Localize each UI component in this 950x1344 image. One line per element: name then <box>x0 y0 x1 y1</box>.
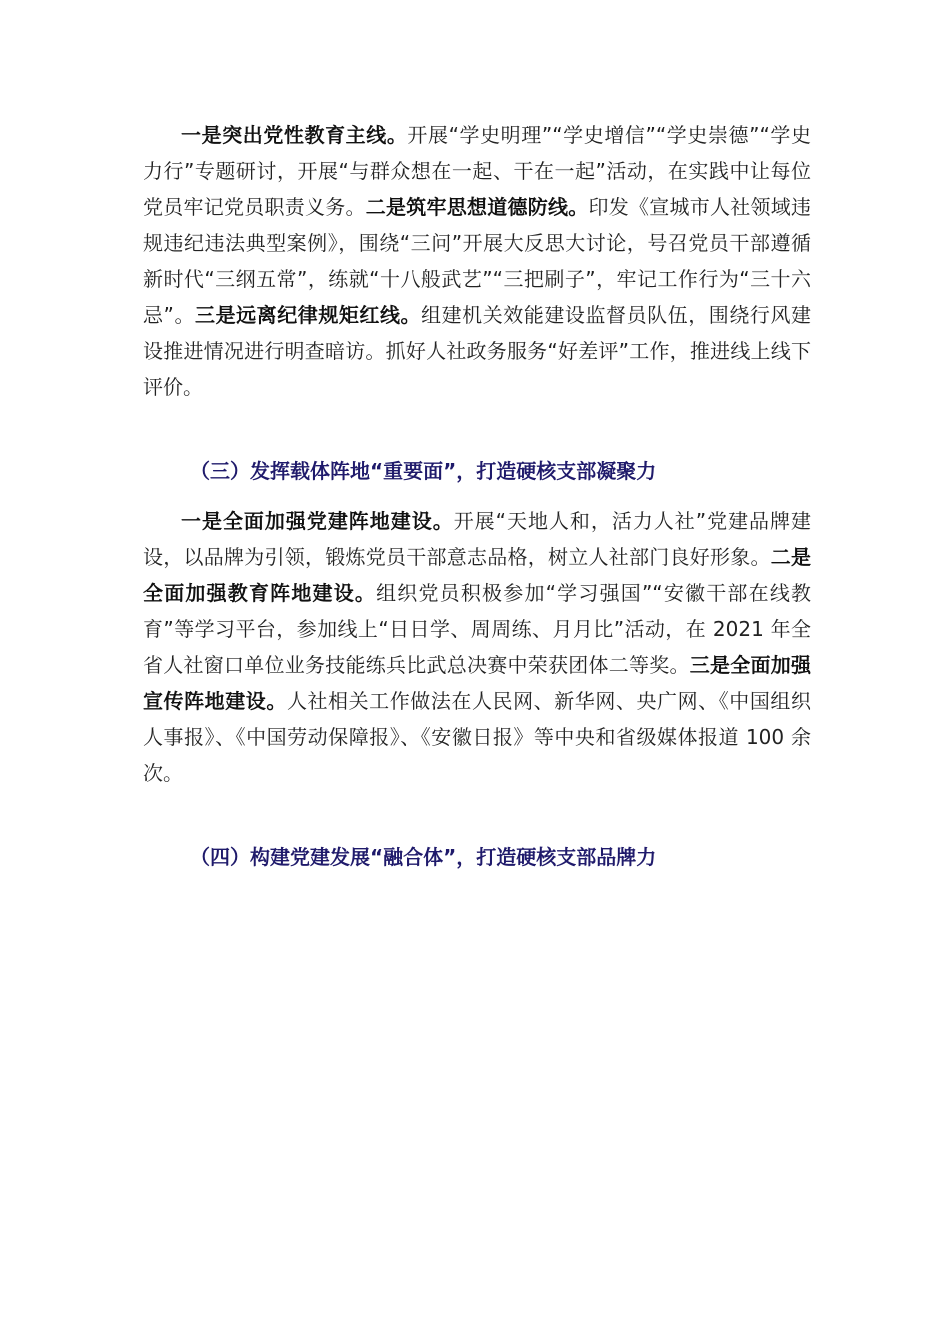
paragraph-party-education <box>143 117 811 405</box>
paragraph-position-building <box>143 503 811 791</box>
body-text-3: 组建机关效能建设监督员队伍，围绕行风建设推进情况进行明查暗访。抓好人社政务服务“好差评”工作，推进线上线下评价。 <box>143 303 811 399</box>
body-text-4: 开展“天地人和，活力人社”党建品牌建设，以品牌为引领，锻炼党员干部意志品格，树立人社部门良好形象。 <box>143 509 811 569</box>
bold-lead-2: 二是筑牢思想道德防线。 <box>365 195 589 219</box>
bold-lead-3: 三是远离纪律规矩红线。 <box>195 303 422 327</box>
section-heading-4: （四）构建党建发展“融合体”，打造硬核支部品牌力 <box>190 845 657 869</box>
body-text-5: 组织党员积极参加“学习强国”“安徽干部在线教育”等学习平台，参加线上“日日学、周周练、月月比”活动，在 2021 年全省人社窗口单位业务技能练兵比武总决赛中荣获团体二等奖。 <box>143 581 812 677</box>
bold-lead-1: 一是突出党性教育主线。 <box>181 123 408 147</box>
body-text-6: 人社相关工作做法在人民网、新华网、央广网、《中国组织人事报》、《中国劳动保障报》、《安徽日报》等中央和省级媒体报道 100 余次。 <box>143 689 811 785</box>
section-heading-3: （三）发挥载体阵地“重要面”，打造硬核支部凝聚力 <box>190 459 657 483</box>
bold-lead-4: 一是全面加强党建阵地建设。 <box>181 509 454 533</box>
body-text-2: 印发《宣城市人社领域违规违纪违法典型案例》，围绕“三问”开展大反思大讨论，号召党员干部遵循新时代“三纲五常”，练就“十八般武艺”“三把刷子”，牢记工作行为“三十六忌”。 <box>143 195 811 327</box>
bold-lead-5: 二是全面加强教育阵地建设。 <box>143 545 811 605</box>
body-text-1: 开展“学史明理”“学史增信”“学史崇德”“学史力行”专题研讨，开展“与群众想在一起、干在一起”活动，在实践中让每位党员牢记党员职责义务。 <box>143 123 811 219</box>
bold-lead-6: 三是全面加强宣传阵地建设。 <box>143 653 811 713</box>
